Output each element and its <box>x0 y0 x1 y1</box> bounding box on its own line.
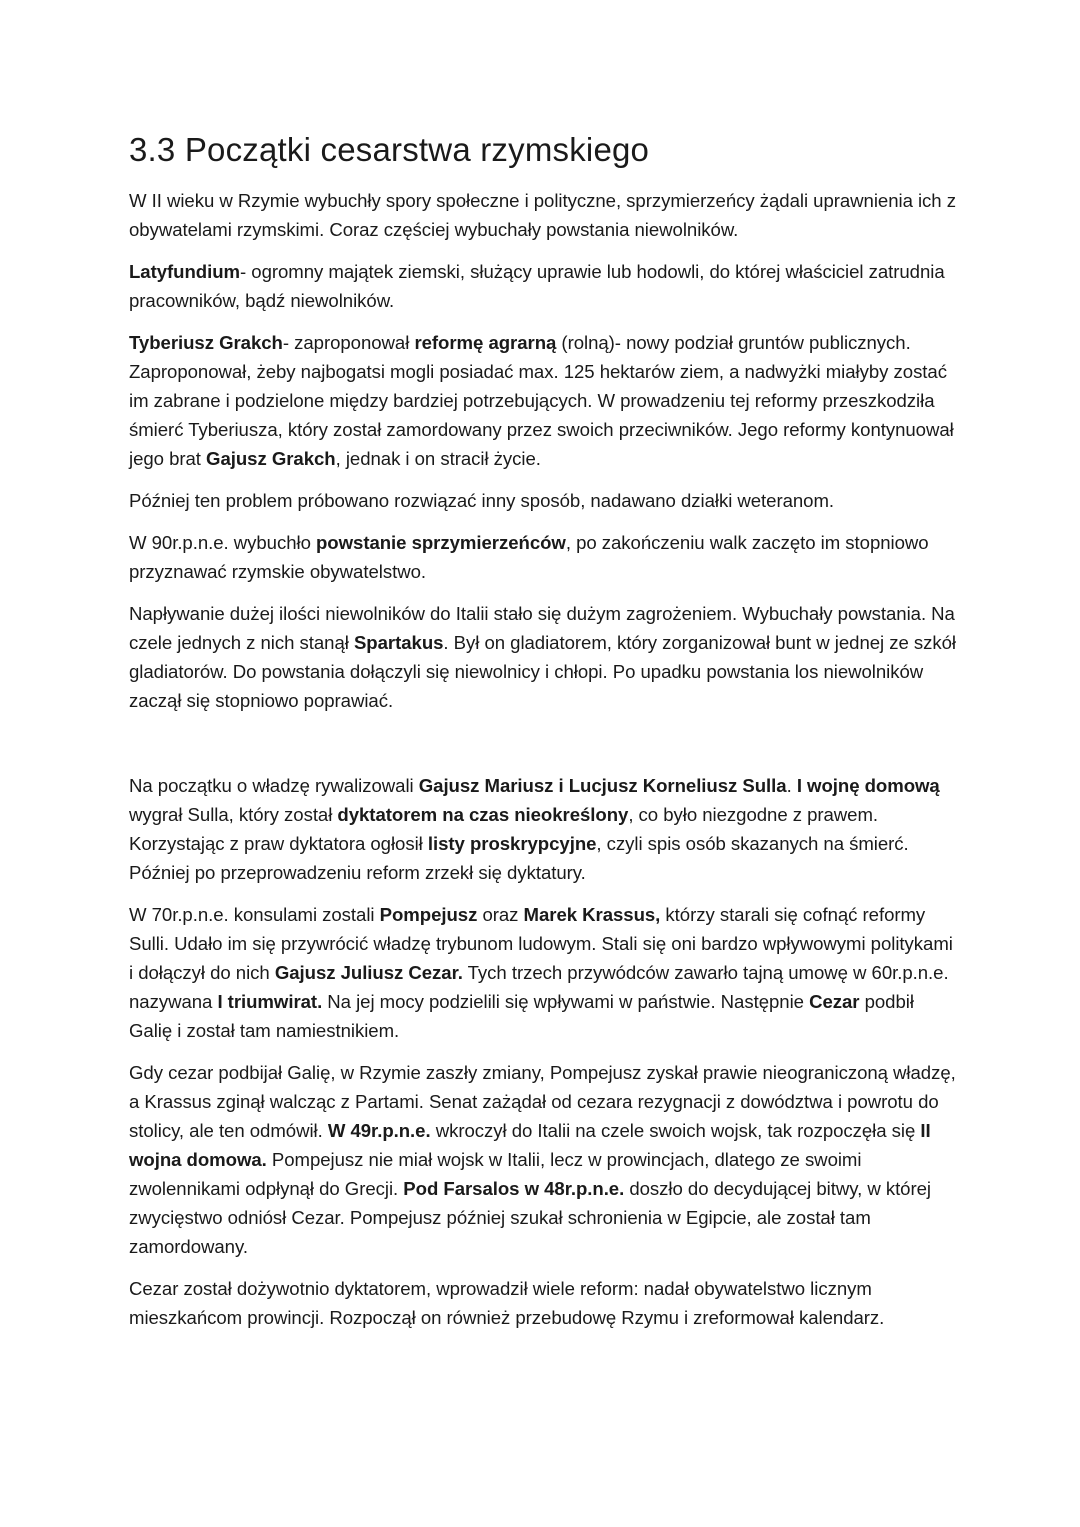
paragraph-spartakus <box>129 599 956 715</box>
bold-term: Cezar <box>809 991 860 1012</box>
text-run: Na początku o władzę rywalizowali <box>129 775 419 796</box>
text-run: Później ten problem próbowano rozwiązać inny sposób, nadawano działki weteranom. <box>129 490 835 511</box>
paragraph-wojna-domowa <box>129 1058 956 1261</box>
paragraph-sulla <box>129 771 956 887</box>
text-run: . Był on gladiatorem, który zorganizował bunt w jednej ze szkół gladiatorów. Do powstania dołączyli się niewolnicy i chłopi. Po upadku powstania los niewolników zaczął się stopniowo poprawiać. <box>129 632 956 711</box>
text-run: - zaproponował <box>282 332 415 353</box>
bold-term: Latyfundium <box>129 261 241 282</box>
text-run: Gdy cezar podbijał Galię, w Rzymie zaszły zmiany, Pompejusz zyskał prawie nieograniczoną władzę, a Krassus zginął walcząc z Partami. Senat zażądał od cezara rezygnacji z dowództwa i powrotu do stolicy, ale ten odmówił. <box>129 1062 956 1141</box>
bold-term: Gajusz Juliusz Cezar. <box>274 962 463 983</box>
bold-term: Gajusz Mariusz i Lucjusz Korneliusz Sulla <box>418 775 787 796</box>
text-run: - ogromny majątek ziemski, służący uprawie lub hodowli, do której właściciel zatrudnia pracowników, bądź niewolników. <box>129 261 945 311</box>
bold-term: dyktatorem na czas nieokreślony <box>337 804 629 825</box>
bold-term: I wojnę domową <box>796 775 940 796</box>
text-run: którzy starali się cofnąć reformy Sulli. Udało im się przywrócić władzę trybunom ludowym. Stali się oni bardzo wpływowymi politykami i dołączył do nich <box>129 904 953 983</box>
text-run: oraz <box>477 904 524 925</box>
text-run: , czyli spis osób skazanych na śmierć. Później po przeprowadzeniu reform zrzekł się dyktatury. <box>129 833 909 883</box>
bold-term: W 49r.p.n.e. <box>327 1120 431 1141</box>
text-run: W 90r.p.n.e. wybuchło <box>129 532 316 553</box>
text-run: Tych trzech przywódców zawarło tajną umowę w 60r.p.n.e. nazywana <box>129 962 949 1012</box>
text-run: Na jej mocy podzielili się wpływami w państwie. Następnie <box>322 991 810 1012</box>
text-run: podbił Galię i został tam namiestnikiem. <box>129 991 914 1041</box>
text-run: Pompejusz nie miał wojsk w Italii, lecz w prowincjach, dlatego ze swoimi zwolennikami odpłynął do Grecji. <box>129 1149 862 1199</box>
paragraph-latyfundium <box>129 257 956 315</box>
paragraph-intro <box>129 186 956 244</box>
bold-term: listy proskrypcyjne <box>427 833 597 854</box>
bold-term: I triumwirat. <box>217 991 323 1012</box>
text-run: Napływanie dużej ilości niewolników do Italii stało się dużym zagrożeniem. Wybuchały powstania. Na czele jednych z nich stanął <box>129 603 955 653</box>
paragraph-tyberiusz-grakch <box>129 328 956 473</box>
bold-term: Pod Farsalos w 48r.p.n.e. <box>403 1178 625 1199</box>
bold-term: Pompejusz <box>379 904 478 925</box>
bold-term: Tyberiusz Grakch <box>129 332 283 353</box>
bold-term: powstanie sprzymierzeńców <box>316 532 566 553</box>
text-run: wygrał Sulla, który został <box>129 804 338 825</box>
bold-term: reformę agrarną <box>414 332 557 353</box>
text-run: . <box>786 775 797 796</box>
text-run: , co było niezgodne z prawem. Korzystając z praw dyktatora ogłosił <box>129 804 879 854</box>
text-run: , jednak i on stracił życie. <box>335 448 541 469</box>
text-run: W 70r.p.n.e. konsulami zostali <box>129 904 380 925</box>
paragraph-triumwirat <box>129 900 956 1045</box>
text-run: W II wieku w Rzymie wybuchły spory społeczne i polityczne, sprzymierzeńcy żądali uprawnienia ich z obywatelami rzymskimi. Coraz częściej wybuchały powstania niewolników. <box>129 190 956 240</box>
text-run: , po zakończeniu walk zaczęto im stopniowo przyznawać rzymskie obywatelstwo. <box>129 532 929 582</box>
bold-term: Spartakus <box>353 632 444 653</box>
paragraph-powstanie-sprzymierzencow <box>129 528 956 586</box>
paragraph-weterani <box>129 486 956 515</box>
text-run: Cezar został dożywotnio dyktatorem, wprowadził wiele reform: nadał obywatelstwo licznym mieszkańcom prowincji. Rozpoczął on również przebudowę Rzymu i zreformował kalendarz. <box>129 1278 885 1328</box>
page-title: 3.3 Początki cesarstwa rzymskiego <box>129 131 650 168</box>
text-run: (rolną)- nowy podział gruntów publicznych. Zaproponował, żeby najbogatsi mogli posiadać max. 125 hektarów ziem, a nadwyżki miałyby zostać im zabrane i podzielone między bardziej potrzebujących. W prowadzeniu tej reformy przeszkodziła śmierć Tyberiusza, który został zamordowany przez swoich przeciwników. Jego reformy kontynuował jego brat <box>129 332 954 469</box>
bold-term: Gajusz Grakch <box>206 448 336 469</box>
paragraph-cezar-dyktator <box>129 1274 956 1332</box>
text-run: wkroczył do Italii na czele swoich wojsk, tak rozpoczęła się <box>430 1120 921 1141</box>
text-run: doszło do decydującej bitwy, w której zwycięstwo odniósł Cezar. Pompejusz później szukał schronienia w Egipcie, ale został tam zamordowany. <box>129 1178 931 1257</box>
bold-term: Marek Krassus, <box>523 904 661 925</box>
bold-term: II wojna domowa. <box>129 1120 931 1170</box>
